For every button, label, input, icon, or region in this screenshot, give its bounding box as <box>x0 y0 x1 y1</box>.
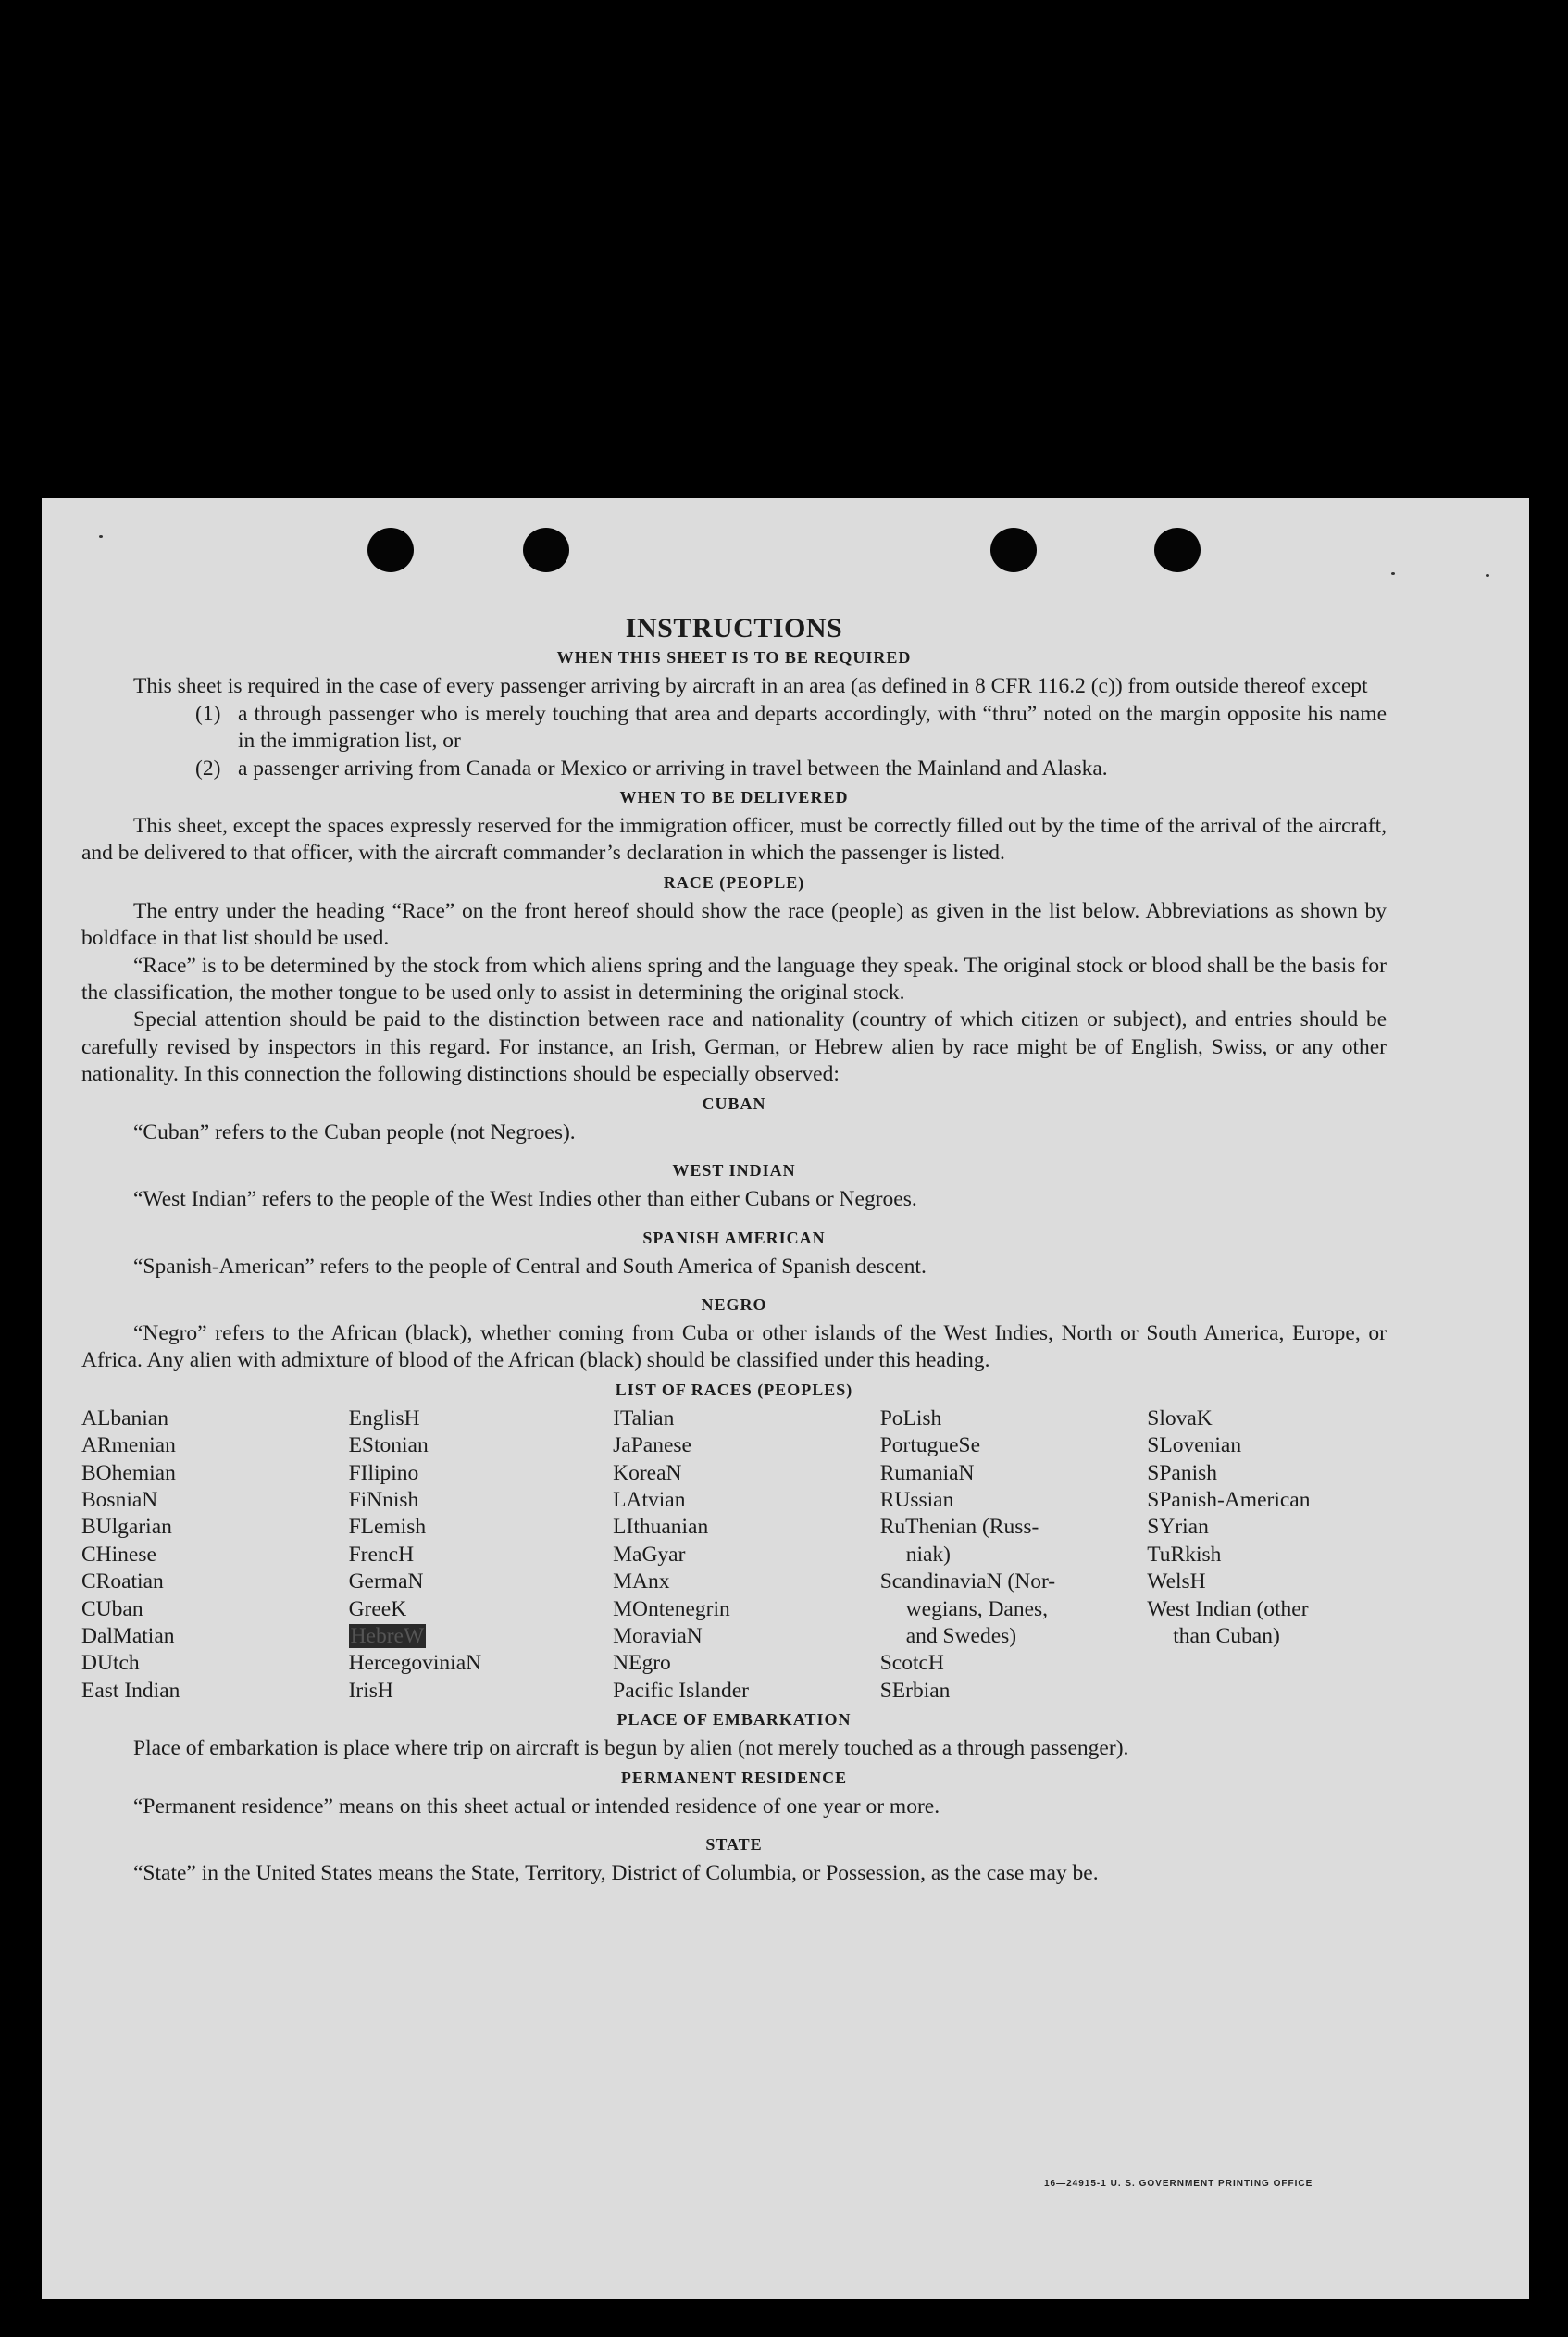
race-entry: EnglisH <box>348 1406 420 1431</box>
exception-item <box>195 756 1387 782</box>
instructions-body <box>81 615 1387 1887</box>
race-entry: ScandinaviaN (Nor- <box>879 1569 1056 1594</box>
residence-text: “Permanent residence” means on this sheet actual or intended residence of one year or more. <box>133 1793 940 1818</box>
speck <box>1391 572 1395 575</box>
section-heading-west-indian: WEST INDIAN <box>672 1161 796 1181</box>
race-entry: MaGyar <box>613 1542 686 1567</box>
section-heading-when-delivered: WHEN TO BE DELIVERED <box>619 788 849 807</box>
race-entry: CHinese <box>81 1542 156 1567</box>
race-list <box>81 1406 1387 1705</box>
race-entry: Pacific Islander <box>613 1678 749 1703</box>
race-entry: RumaniaN <box>879 1460 975 1485</box>
page-title: INSTRUCTIONS <box>625 613 843 644</box>
race-entry: IrisH <box>348 1678 393 1703</box>
race-entry-continued: and Swedes) <box>905 1623 1017 1648</box>
race-entry: BOhemian <box>81 1460 176 1485</box>
race-entry: DalMatian <box>81 1623 175 1648</box>
section-heading-when-required: WHEN THIS SHEET IS TO BE REQUIRED <box>556 648 912 668</box>
race-entry: HercegoviniaN <box>348 1651 482 1676</box>
section-heading-embarkation: PLACE OF EMBARKATION <box>616 1710 852 1730</box>
race-entry: MOntenegrin <box>613 1596 730 1621</box>
race-entry: MoraviaN <box>613 1623 703 1648</box>
race-entry: LAtvian <box>613 1487 686 1512</box>
exception-number: (1) <box>195 701 221 726</box>
race-entry: SYrian <box>1147 1515 1209 1540</box>
section-heading-state: STATE <box>705 1835 763 1854</box>
race-entry: BUlgarian <box>81 1515 172 1540</box>
race-entry: ITalian <box>613 1406 675 1431</box>
race-entry-continued: than Cuban) <box>1173 1623 1280 1648</box>
section-heading-cuban: CUBAN <box>702 1094 766 1113</box>
race-entry: DUtch <box>81 1651 140 1676</box>
punch-hole <box>367 528 414 572</box>
race-column <box>1147 1406 1387 1705</box>
embarkation-text: Place of embarkation is place where trip on aircraft is begun by alien (not merely touched as a through passenger). <box>133 1736 1129 1761</box>
race-entry-redacted: HebreW <box>350 1623 425 1648</box>
section-heading-race: RACE (PEOPLE) <box>663 872 805 892</box>
exception-text: a passenger arriving from Canada or Mexico or arriving in travel between the Mainland and Alaska. <box>238 756 1108 781</box>
exception-item <box>195 701 1387 756</box>
race-paragraph: Special attention should be paid to the distinction between race and nationality (country of which citizen or subject), and entries should be carefully revised by inspectors in this regard. For instance, an Irish, German, or Hebrew alien by race might be of English, Swiss, or any other nationality. In this connection the following distinctions should be especially observed: <box>81 1007 1387 1087</box>
race-entry: FrencH <box>348 1542 415 1567</box>
race-column <box>613 1406 880 1705</box>
speck <box>99 535 103 538</box>
race-column <box>349 1406 614 1705</box>
section-heading-list-of-races: LIST OF RACES (PEOPLES) <box>615 1380 853 1399</box>
race-entry: WelsH <box>1147 1569 1206 1594</box>
race-entry: TuRkish <box>1147 1542 1222 1567</box>
race-entry: MAnx <box>613 1569 670 1594</box>
race-paragraph: “Race” is to be determined by the stock from which aliens spring and the language they speak. The original stock or blood shall be the basis for the classification, the mother tongue to be used only to assist in determining the original stock. <box>81 953 1387 1006</box>
race-entry: BosniaN <box>81 1487 158 1512</box>
race-entry: SPanish <box>1147 1460 1218 1485</box>
race-entry: CRoatian <box>81 1569 164 1594</box>
race-entry: RuThenian (Russ- <box>879 1515 1039 1540</box>
punch-hole <box>523 528 569 572</box>
section-heading-residence: PERMANENT RESIDENCE <box>620 1768 848 1787</box>
instruction-sheet <box>42 498 1529 2299</box>
race-column <box>81 1406 349 1705</box>
race-paragraph: The entry under the heading “Race” on the front hereof should show the race (people) as given in the list below. Abbreviations as shown by boldface in that list should be used. <box>81 898 1387 951</box>
spanish-american-text: “Spanish-American” refers to the people of Central and South America of Spanish descent. <box>133 1254 927 1279</box>
negro-text: “Negro” refers to the African (black), whether coming from Cuba or other islands of the West Indies, North or South America, Europe, or Africa. Any alien with admixture of blood of the African (black) should be classified under this heading. <box>81 1320 1387 1373</box>
race-entry: GermaN <box>348 1569 424 1594</box>
state-text: “State” in the United States means the State, Territory, District of Columbia, or Possession, as the case may be. <box>133 1861 1099 1885</box>
race-entry: LIthuanian <box>613 1515 709 1540</box>
race-entry: GreeK <box>348 1596 407 1621</box>
when-delivered-text: This sheet, except the spaces expressly reserved for the immigration officer, must be correctly filled out by the time of the arrival of the aircraft, and be delivered to that officer, with the aircraft commander’s declaration in which the passenger is listed. <box>81 814 1387 866</box>
race-entry: ARmenian <box>81 1433 176 1458</box>
race-entry: NEgro <box>613 1651 671 1676</box>
punch-hole <box>990 528 1037 572</box>
race-entry: SErbian <box>879 1678 951 1703</box>
race-entry: SLovenian <box>1147 1433 1242 1458</box>
race-entry: West Indian (other <box>1147 1596 1309 1621</box>
when-required-intro: This sheet is required in the case of every passenger arriving by aircraft in an area (as defined in 8 CFR 116.2 (c)) from outside thereof except <box>133 674 1368 699</box>
race-entry: JaPanese <box>613 1433 691 1458</box>
race-entry: PortugueSe <box>879 1433 981 1458</box>
race-entry: FIlipino <box>348 1460 419 1485</box>
exception-text: a through passenger who is merely touching that area and departs accordingly, with “thru” noted on the margin opposite his name in the immigration list, or <box>238 701 1387 754</box>
race-entry: FiNnish <box>348 1487 419 1512</box>
race-entry: KoreaN <box>613 1460 682 1485</box>
race-entry: PoLish <box>879 1406 942 1431</box>
west-indian-text: “West Indian” refers to the people of the West Indies other than either Cubans or Negroes. <box>133 1187 917 1212</box>
section-heading-negro: NEGRO <box>701 1294 767 1314</box>
punch-hole <box>1154 528 1201 572</box>
printer-imprint: 16—24915-1 U. S. GOVERNMENT PRINTING OFFICE <box>1044 2179 1313 2189</box>
race-entry: ScotcH <box>879 1651 944 1676</box>
race-entry: East Indian <box>81 1678 180 1703</box>
race-column <box>880 1406 1148 1705</box>
race-entry-continued: niak) <box>905 1542 951 1567</box>
exception-number: (2) <box>195 756 221 781</box>
race-entry: CUban <box>81 1596 143 1621</box>
race-entry: FLemish <box>348 1515 427 1540</box>
race-entry: RUssian <box>879 1487 954 1512</box>
section-heading-spanish-american: SPANISH AMERICAN <box>642 1228 826 1247</box>
race-entry: SPanish-American <box>1147 1487 1311 1512</box>
race-entry-continued: wegians, Danes, <box>905 1596 1049 1621</box>
speck <box>1486 574 1489 577</box>
race-entry: EStonian <box>348 1433 429 1458</box>
cuban-text: “Cuban” refers to the Cuban people (not Negroes). <box>133 1119 576 1144</box>
race-entry: SlovaK <box>1147 1406 1213 1431</box>
race-entry: ALbanian <box>81 1406 168 1431</box>
